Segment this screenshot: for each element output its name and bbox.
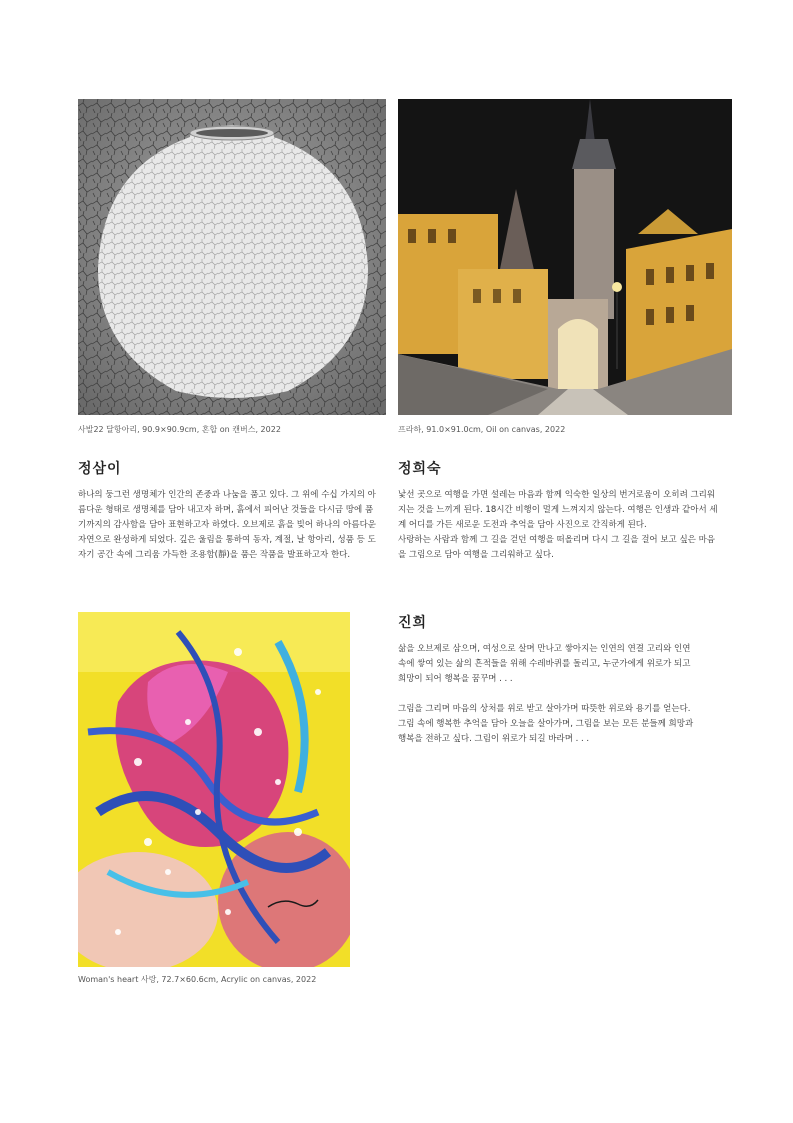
caption-moon-jar: 사발22 달항아리, 90.9×90.9cm, 혼합 on 캔버스, 2022 (78, 425, 281, 434)
moon-jar-painting (78, 99, 386, 415)
statement-2-paragraph-2: 사랑하는 사람과 함께 그 길을 걷던 여행을 떠올리며 다시 그 길을 걸어 보고 싶은 마음을 그림으로 담아 여행을 그리워하고 싶다. (398, 535, 716, 560)
artist-name-1: 정삼이 (78, 461, 122, 477)
artist-statement-1 (78, 488, 378, 563)
caption-womans-heart: Woman's heart 사랑, 72.7×60.6cm, Acrylic on canvas, 2022 (78, 975, 317, 984)
statement-3-paragraph-1: 삶을 오브제로 삼으며, 여성으로 살며 만나고 쌓아지는 인연의 연결 고리와 인연속에 쌓여 있는 삶의 흔적들을 위해 수레바퀴를 돌리고, 누군가에게 위로가 되고 희망이 되어 행복을 꿈꾸며 . . . (398, 644, 691, 684)
womans-heart-painting (78, 612, 350, 967)
statement-3-paragraph-2: 그림을 그리며 마음의 상처를 위로 받고 살아가며 따뜻한 위로와 용기를 얻는다. 그림 속에 행복한 추억을 담아 오늘을 살아가며, 그림을 보는 모든 분들께 희망과 행복을 전하고 싶다. 그림이 위로가 되길 바라며 . . . (398, 704, 694, 744)
artist-statement-3 (398, 642, 698, 747)
artist-statement-2 (398, 488, 718, 563)
prague-night-painting (398, 99, 732, 415)
caption-prague: 프라하, 91.0×91.0cm, Oil on canvas, 2022 (398, 425, 566, 434)
artist-name-2: 정희숙 (398, 461, 442, 477)
statement-1-paragraph-1: 하나의 둥그런 생명체가 인간의 존중과 나눔을 품고 있다. 그 위에 수십 가지의 아름다운 형태로 생명체를 담아 내고자 하며, 흙에서 피어난 것들을 다시금 땅에 품기까지의 감사함을 담아 표현하고자 하였다. 오브제로 흙을 빚어 하나의 아름다운 자연으로 완성하게 되었다. 깊은 울림을 통하여 동자, 계절, 날 항아리, 성품 등 도자기 공간 속에 그리움 가득한 조용함(靜)을 품은 작품을 발표하고자 한다. (78, 490, 376, 560)
artist-name-3: 진희 (398, 615, 428, 631)
statement-2-paragraph-1: 낯선 곳으로 여행을 가면 설레는 마음과 함께 익숙한 일상의 번거로움이 오히려 그리워지는 것을 느끼게 된다. 18시간 비행이 멀게 느껴지지 않는다. 여행은 인생과 같아서 세계 어디를 가든 새로운 도전과 추억을 담아 사진으로 간직하게 된다. (398, 490, 718, 530)
